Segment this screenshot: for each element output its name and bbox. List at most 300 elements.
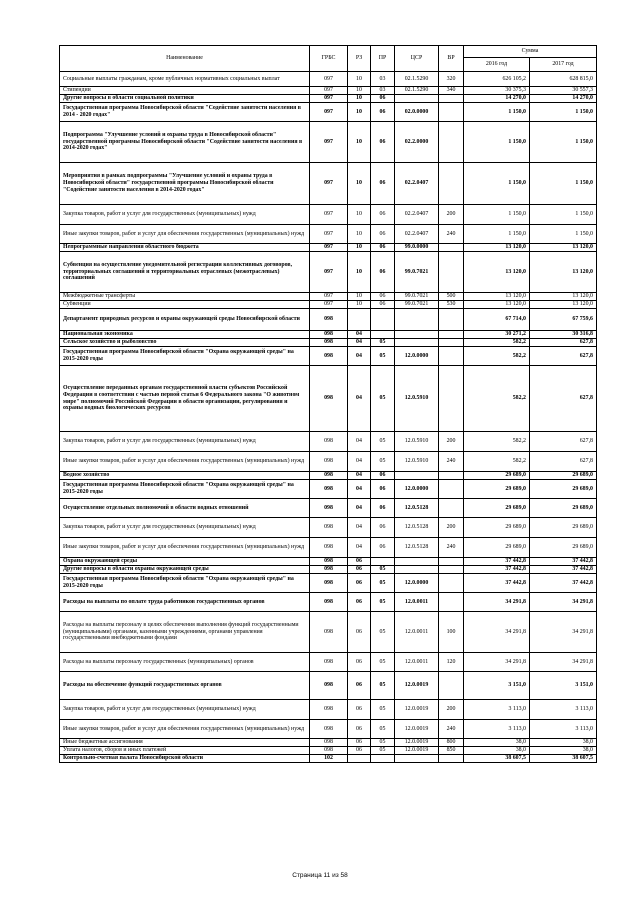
row-grbs: 098 <box>310 739 348 747</box>
row-csr: 99.0.7021 <box>395 252 439 293</box>
row-grbs: 097 <box>310 225 348 244</box>
table-row <box>60 518 597 538</box>
row-vr: 200 <box>439 518 464 538</box>
row-rz <box>348 309 371 331</box>
table-row <box>60 452 597 472</box>
row-name: Мероприятия в рамках подпрограммы "Улучшение условий и охраны труда в Новосибирской области" государственной программы Новосибирской области "Содействие занятости населения в 2014-2020 годах" <box>60 163 310 205</box>
row-grbs: 098 <box>310 593 348 612</box>
row-grbs: 097 <box>310 87 348 95</box>
row-pr: 06 <box>371 499 395 518</box>
row-amount-2017: 627,8 <box>530 366 597 432</box>
row-vr: 240 <box>439 452 464 472</box>
row-pr: 05 <box>371 612 395 653</box>
row-grbs: 097 <box>310 301 348 309</box>
row-vr <box>439 558 464 566</box>
row-csr <box>395 339 439 347</box>
row-vr <box>439 252 464 293</box>
table-row <box>60 309 597 331</box>
row-name: Иные закупки товаров, работ и услуг для обеспечения государственных (муниципальных) нужд <box>60 538 310 558</box>
row-grbs: 097 <box>310 163 348 205</box>
row-amount-2016: 29 689,0 <box>464 538 530 558</box>
row-vr: 320 <box>439 72 464 87</box>
header-year-2017: 2017 год <box>530 58 597 72</box>
row-vr <box>439 366 464 432</box>
row-amount-2017: 37 442,8 <box>530 558 597 566</box>
budget-table <box>59 45 597 763</box>
row-vr: 200 <box>439 205 464 225</box>
row-amount-2016: 38,0 <box>464 747 530 755</box>
row-grbs: 097 <box>310 95 348 103</box>
row-amount-2016: 34 291,8 <box>464 612 530 653</box>
row-amount-2017: 13 120,0 <box>530 244 597 252</box>
row-rz: 06 <box>348 747 371 755</box>
row-rz: 06 <box>348 739 371 747</box>
row-amount-2017: 627,8 <box>530 347 597 366</box>
row-vr <box>439 339 464 347</box>
row-pr: 05 <box>371 747 395 755</box>
row-name: Охрана окружающей среды <box>60 558 310 566</box>
row-vr: 340 <box>439 87 464 95</box>
row-grbs: 098 <box>310 472 348 480</box>
row-amount-2017: 1 150,0 <box>530 122 597 163</box>
row-pr: 05 <box>371 574 395 593</box>
row-amount-2016: 3 151,0 <box>464 672 530 700</box>
table-row <box>60 755 597 763</box>
row-name: Другие вопросы в области охраны окружающей среды <box>60 566 310 574</box>
row-amount-2017: 1 150,0 <box>530 103 597 122</box>
table-row <box>60 244 597 252</box>
row-amount-2016: 582,2 <box>464 347 530 366</box>
row-amount-2016: 38,0 <box>464 739 530 747</box>
row-grbs: 098 <box>310 366 348 432</box>
row-name: Сельское хозяйство и рыболовство <box>60 339 310 347</box>
row-vr: 240 <box>439 720 464 739</box>
row-csr: 02.2.0407 <box>395 225 439 244</box>
row-vr: 500 <box>439 293 464 301</box>
row-vr <box>439 244 464 252</box>
row-name: Государственная программа Новосибирской области "Охрана окружающей среды" на 2015-2020 годы <box>60 574 310 593</box>
table-row <box>60 432 597 452</box>
row-rz: 10 <box>348 293 371 301</box>
row-amount-2017: 13 120,0 <box>530 293 597 301</box>
table-row <box>60 472 597 480</box>
table-row <box>60 225 597 244</box>
row-amount-2017: 38,0 <box>530 739 597 747</box>
row-rz: 10 <box>348 87 371 95</box>
row-csr: 12.0.5910 <box>395 366 439 432</box>
header-name: Наименование <box>60 46 310 72</box>
row-vr <box>439 163 464 205</box>
row-vr: 850 <box>439 747 464 755</box>
row-grbs: 098 <box>310 480 348 499</box>
row-name: Контрольно-счетная палата Новосибирской области <box>60 755 310 763</box>
row-pr: 06 <box>371 244 395 252</box>
row-csr: 12.0.0019 <box>395 700 439 720</box>
row-csr <box>395 309 439 331</box>
row-pr: 05 <box>371 672 395 700</box>
row-grbs: 098 <box>310 653 348 672</box>
row-vr <box>439 309 464 331</box>
row-name: Департамент природных ресурсов и охраны окружающей среды Новосибирской области <box>60 309 310 331</box>
row-amount-2016: 582,2 <box>464 452 530 472</box>
table-row <box>60 566 597 574</box>
row-csr: 12.0.0019 <box>395 739 439 747</box>
row-vr <box>439 755 464 763</box>
row-rz: 04 <box>348 452 371 472</box>
table-row <box>60 739 597 747</box>
row-pr: 03 <box>371 87 395 95</box>
row-csr: 02.2.0000 <box>395 122 439 163</box>
row-name: Водное хозяйство <box>60 472 310 480</box>
row-pr <box>371 558 395 566</box>
header-sum: Сумма <box>464 46 597 58</box>
row-grbs: 098 <box>310 747 348 755</box>
row-amount-2017: 29 689,0 <box>530 518 597 538</box>
row-vr <box>439 499 464 518</box>
row-amount-2017: 3 113,0 <box>530 700 597 720</box>
row-vr <box>439 480 464 499</box>
row-pr: 05 <box>371 339 395 347</box>
row-name: Государственная программа Новосибирской области "Охрана окружающей среды" на 2015-2020 годы <box>60 347 310 366</box>
row-rz: 10 <box>348 122 371 163</box>
table-row <box>60 574 597 593</box>
row-name: Субвенции <box>60 301 310 309</box>
row-amount-2016: 582,2 <box>464 432 530 452</box>
row-rz: 04 <box>348 347 371 366</box>
row-name: Государственная программа Новосибирской области "Охрана окружающей среды" на 2015-2020 годы <box>60 480 310 499</box>
row-grbs: 098 <box>310 558 348 566</box>
row-vr: 530 <box>439 301 464 309</box>
row-pr: 06 <box>371 293 395 301</box>
row-amount-2017: 29 689,0 <box>530 538 597 558</box>
row-vr: 200 <box>439 700 464 720</box>
row-csr: 99.0.7021 <box>395 293 439 301</box>
row-amount-2016: 29 689,0 <box>464 499 530 518</box>
row-vr <box>439 95 464 103</box>
row-amount-2017: 34 291,8 <box>530 612 597 653</box>
row-grbs: 098 <box>310 452 348 472</box>
row-pr: 05 <box>371 347 395 366</box>
table-row <box>60 301 597 309</box>
row-amount-2016: 29 689,0 <box>464 472 530 480</box>
row-csr: 12.0.0000 <box>395 480 439 499</box>
row-amount-2016: 1 150,0 <box>464 122 530 163</box>
row-csr: 12.0.0000 <box>395 347 439 366</box>
row-amount-2016: 37 442,8 <box>464 558 530 566</box>
row-vr <box>439 593 464 612</box>
row-rz: 04 <box>348 366 371 432</box>
table-row <box>60 480 597 499</box>
row-csr <box>395 755 439 763</box>
table-row <box>60 72 597 87</box>
row-vr <box>439 566 464 574</box>
row-rz: 06 <box>348 720 371 739</box>
header-year-2016: 2016 год <box>464 58 530 72</box>
row-amount-2017: 38 607,5 <box>530 755 597 763</box>
row-csr: 02.1.5290 <box>395 72 439 87</box>
row-amount-2017: 1 150,0 <box>530 205 597 225</box>
row-amount-2017: 14 270,0 <box>530 95 597 103</box>
row-rz: 04 <box>348 538 371 558</box>
header-vr: ВР <box>439 46 464 72</box>
row-rz: 06 <box>348 566 371 574</box>
row-csr <box>395 95 439 103</box>
row-rz: 10 <box>348 163 371 205</box>
row-grbs: 097 <box>310 244 348 252</box>
row-rz: 10 <box>348 225 371 244</box>
row-amount-2017: 13 120,0 <box>530 252 597 293</box>
table-row <box>60 593 597 612</box>
row-vr: 120 <box>439 653 464 672</box>
row-vr: 240 <box>439 538 464 558</box>
row-amount-2016: 626 105,2 <box>464 72 530 87</box>
table-row <box>60 87 597 95</box>
row-rz: 04 <box>348 331 371 339</box>
row-amount-2016: 14 270,0 <box>464 95 530 103</box>
row-amount-2016: 1 150,0 <box>464 103 530 122</box>
row-name: Другие вопросы в области социальной политики <box>60 95 310 103</box>
table-header <box>60 46 597 72</box>
row-amount-2017: 34 291,8 <box>530 653 597 672</box>
row-csr: 12.0.5128 <box>395 499 439 518</box>
row-vr <box>439 672 464 700</box>
row-amount-2016: 29 689,0 <box>464 480 530 499</box>
row-amount-2016: 37 442,8 <box>464 566 530 574</box>
row-pr: 05 <box>371 366 395 432</box>
row-amount-2016: 3 113,0 <box>464 700 530 720</box>
row-grbs: 098 <box>310 331 348 339</box>
row-name: Непрограммные направления областного бюджета <box>60 244 310 252</box>
row-pr: 05 <box>371 720 395 739</box>
row-csr <box>395 472 439 480</box>
row-csr: 99.0.7021 <box>395 301 439 309</box>
row-amount-2016: 37 442,8 <box>464 574 530 593</box>
row-pr: 05 <box>371 593 395 612</box>
page-footer: Страница 11 из 58 <box>292 872 348 879</box>
row-csr: 02.1.5290 <box>395 87 439 95</box>
row-name: Расходы на обеспечение функций государственных органов <box>60 672 310 700</box>
row-amount-2016: 13 120,0 <box>464 301 530 309</box>
row-amount-2017: 29 689,0 <box>530 472 597 480</box>
row-amount-2016: 13 120,0 <box>464 244 530 252</box>
row-csr: 12.0.5128 <box>395 518 439 538</box>
row-name: Расходы на выплаты персоналу государственных (муниципальных) органов <box>60 653 310 672</box>
row-name: Осуществление переданных органам государственной власти субъектов Российской Федерации в соответствии с частью первой статьи 6 Федерального закона "О животном мире" полномочий Российской Федерации в области организации, регулирования и охраны водных биологических ресурсов <box>60 366 310 432</box>
row-rz: 04 <box>348 480 371 499</box>
row-amount-2016: 582,2 <box>464 366 530 432</box>
row-grbs: 097 <box>310 122 348 163</box>
table-row <box>60 122 597 163</box>
row-vr <box>439 472 464 480</box>
row-csr: 02.2.0407 <box>395 163 439 205</box>
row-amount-2017: 30 316,8 <box>530 331 597 339</box>
row-grbs: 097 <box>310 205 348 225</box>
row-rz: 06 <box>348 672 371 700</box>
table-row <box>60 347 597 366</box>
table-row <box>60 672 597 700</box>
row-csr: 12.0.0019 <box>395 747 439 755</box>
budget-table-container <box>59 45 596 763</box>
row-pr: 06 <box>371 163 395 205</box>
row-name: Закупка товаров, работ и услуг для государственных (муниципальных) нужд <box>60 700 310 720</box>
row-csr: 12.0.0011 <box>395 653 439 672</box>
row-grbs: 098 <box>310 518 348 538</box>
row-rz: 06 <box>348 700 371 720</box>
row-csr: 02.0.0000 <box>395 103 439 122</box>
row-name: Закупка товаров, работ и услуг для государственных (муниципальных) нужд <box>60 518 310 538</box>
row-name: Иные закупки товаров, работ и услуг для обеспечения государственных (муниципальных) нужд <box>60 452 310 472</box>
row-vr <box>439 331 464 339</box>
header-csr: ЦСР <box>395 46 439 72</box>
row-amount-2017: 3 113,0 <box>530 720 597 739</box>
header-rz: РЗ <box>348 46 371 72</box>
table-row <box>60 720 597 739</box>
row-rz: 04 <box>348 518 371 538</box>
row-amount-2017: 34 291,8 <box>530 593 597 612</box>
row-csr: 12.0.0011 <box>395 593 439 612</box>
row-amount-2017: 3 151,0 <box>530 672 597 700</box>
row-csr <box>395 331 439 339</box>
row-amount-2016: 34 291,8 <box>464 593 530 612</box>
row-pr: 06 <box>371 122 395 163</box>
row-amount-2016: 1 150,0 <box>464 163 530 205</box>
row-name: Социальные выплаты гражданам, кроме публичных нормативных социальных выплат <box>60 72 310 87</box>
row-pr: 05 <box>371 700 395 720</box>
row-grbs: 098 <box>310 566 348 574</box>
row-pr: 03 <box>371 72 395 87</box>
row-name: Осуществление отдельных полномочий в области водных отношений <box>60 499 310 518</box>
table-row <box>60 612 597 653</box>
row-rz: 10 <box>348 244 371 252</box>
row-rz: 06 <box>348 653 371 672</box>
row-name: Закупка товаров, работ и услуг для государственных (муниципальных) нужд <box>60 432 310 452</box>
row-pr: 06 <box>371 95 395 103</box>
row-csr <box>395 558 439 566</box>
row-rz: 10 <box>348 301 371 309</box>
table-row <box>60 339 597 347</box>
row-amount-2017: 37 442,8 <box>530 574 597 593</box>
row-amount-2016: 34 291,8 <box>464 653 530 672</box>
row-amount-2016: 29 689,0 <box>464 518 530 538</box>
row-pr: 06 <box>371 472 395 480</box>
row-grbs: 098 <box>310 574 348 593</box>
row-amount-2017: 13 120,0 <box>530 301 597 309</box>
row-grbs: 098 <box>310 720 348 739</box>
row-amount-2016: 13 120,0 <box>464 293 530 301</box>
table-row <box>60 252 597 293</box>
row-vr <box>439 103 464 122</box>
table-body <box>60 72 597 763</box>
row-csr: 12.0.0019 <box>395 672 439 700</box>
row-amount-2017: 37 442,8 <box>530 566 597 574</box>
row-amount-2017: 628 815,0 <box>530 72 597 87</box>
row-csr: 02.2.0407 <box>395 205 439 225</box>
row-name: Уплата налогов, сборов и иных платежей <box>60 747 310 755</box>
row-name: Закупка товаров, работ и услуг для государственных (муниципальных) нужд <box>60 205 310 225</box>
row-grbs: 097 <box>310 252 348 293</box>
row-csr: 12.0.0019 <box>395 720 439 739</box>
row-grbs: 098 <box>310 309 348 331</box>
table-row <box>60 499 597 518</box>
row-vr <box>439 122 464 163</box>
row-grbs: 098 <box>310 700 348 720</box>
row-pr: 06 <box>371 225 395 244</box>
row-vr <box>439 574 464 593</box>
row-rz: 04 <box>348 339 371 347</box>
table-row <box>60 700 597 720</box>
row-amount-2017: 627,8 <box>530 339 597 347</box>
row-amount-2017: 627,8 <box>530 452 597 472</box>
row-grbs: 098 <box>310 432 348 452</box>
row-amount-2016: 30 375,3 <box>464 87 530 95</box>
table-row <box>60 103 597 122</box>
row-amount-2017: 29 689,0 <box>530 480 597 499</box>
row-amount-2017: 30 557,3 <box>530 87 597 95</box>
row-amount-2016: 1 150,0 <box>464 225 530 244</box>
row-name: Расходы на выплаты по оплате труда работников государственных органов <box>60 593 310 612</box>
row-name: Иные бюджетные ассигнования <box>60 739 310 747</box>
row-amount-2017: 627,8 <box>530 432 597 452</box>
row-grbs: 097 <box>310 103 348 122</box>
row-name: Субвенция на осуществление уведомительной регистрации коллективных договоров, территориальных соглашений и территориальных отраслевых (межотраслевых) соглашений <box>60 252 310 293</box>
table-row <box>60 95 597 103</box>
row-grbs: 098 <box>310 538 348 558</box>
table-row <box>60 293 597 301</box>
table-row <box>60 163 597 205</box>
row-rz: 06 <box>348 593 371 612</box>
row-name: Иные закупки товаров, работ и услуг для обеспечения государственных (муниципальных) нужд <box>60 225 310 244</box>
row-vr <box>439 347 464 366</box>
row-pr: 06 <box>371 252 395 293</box>
row-name: Стипендии <box>60 87 310 95</box>
row-pr: 05 <box>371 452 395 472</box>
row-rz: 10 <box>348 205 371 225</box>
row-grbs: 102 <box>310 755 348 763</box>
row-csr: 12.0.5910 <box>395 452 439 472</box>
row-csr: 12.0.0011 <box>395 612 439 653</box>
table-row <box>60 653 597 672</box>
row-amount-2017: 67 759,6 <box>530 309 597 331</box>
row-amount-2017: 38,0 <box>530 747 597 755</box>
row-name: Расходы на выплаты персоналу в целях обеспечения выполнения функций государственными (муниципальными) органами, казенными учреждениями, органами управления государственными внебюджетными фондами <box>60 612 310 653</box>
row-amount-2016: 38 607,5 <box>464 755 530 763</box>
table-row <box>60 366 597 432</box>
row-rz: 06 <box>348 558 371 566</box>
row-name: Национальная экономика <box>60 331 310 339</box>
row-name: Государственная программа Новосибирской области "Содействие занятости населения в 2014 - 2020 годах" <box>60 103 310 122</box>
row-pr: 06 <box>371 301 395 309</box>
table-row <box>60 205 597 225</box>
row-name: Иные закупки товаров, работ и услуг для обеспечения государственных (муниципальных) нужд <box>60 720 310 739</box>
row-rz: 10 <box>348 252 371 293</box>
row-amount-2017: 1 150,0 <box>530 163 597 205</box>
row-name: Подпрограмма "Улучшение условий и охраны труда в Новосибирской области" государственной программы Новосибирской области "Содействие занятости населения в 2014-2020 годах" <box>60 122 310 163</box>
row-pr: 06 <box>371 538 395 558</box>
row-pr: 06 <box>371 480 395 499</box>
row-pr: 06 <box>371 518 395 538</box>
row-csr: 12.0.5910 <box>395 432 439 452</box>
row-grbs: 098 <box>310 339 348 347</box>
row-rz: 06 <box>348 612 371 653</box>
row-rz: 10 <box>348 72 371 87</box>
row-csr: 12.0.0000 <box>395 574 439 593</box>
row-pr <box>371 755 395 763</box>
row-pr: 06 <box>371 205 395 225</box>
row-grbs: 098 <box>310 672 348 700</box>
row-csr: 99.0.0000 <box>395 244 439 252</box>
row-pr: 06 <box>371 103 395 122</box>
row-grbs: 098 <box>310 612 348 653</box>
